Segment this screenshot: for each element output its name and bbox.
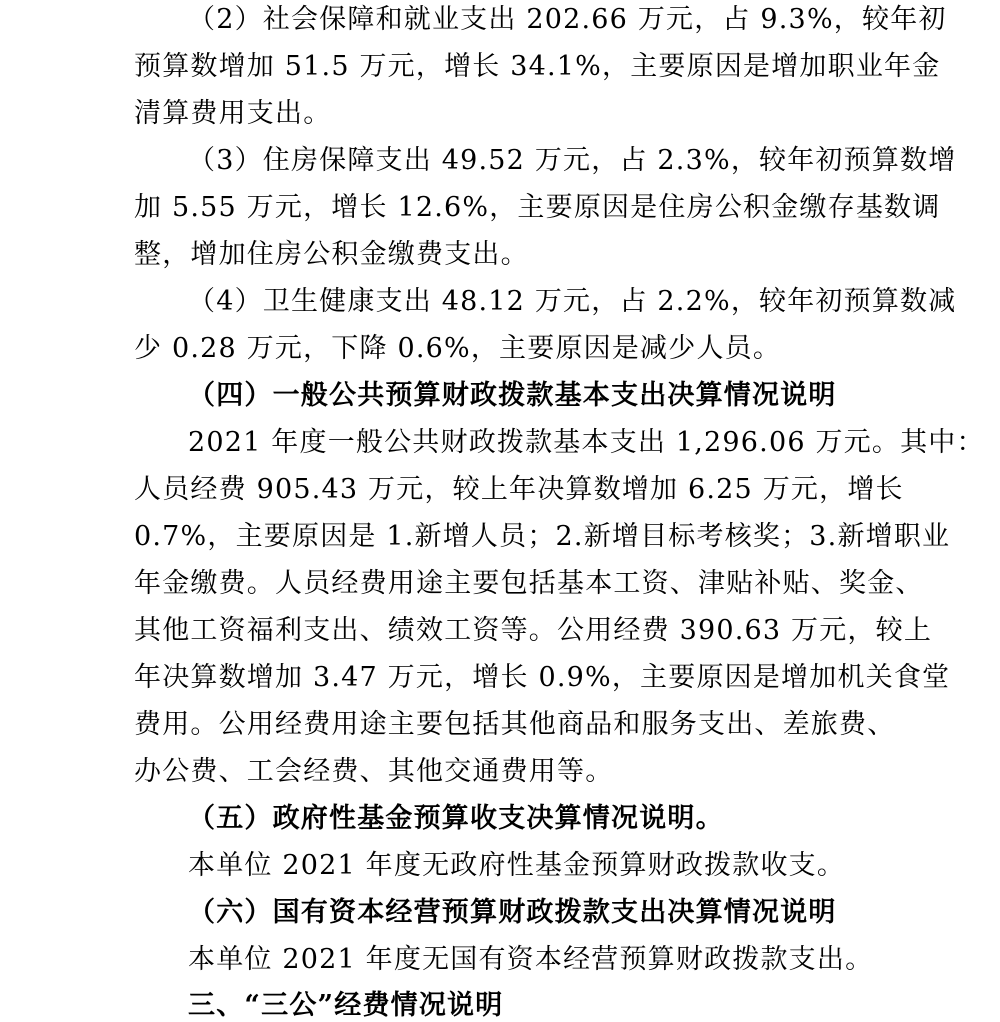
section-heading-5: （五）政府性基金预算收支决算情况说明。 — [188, 803, 724, 834]
paragraph-social-security-line-2: 预算数增加 51.5 万元，增长 34.1%，主要原因是增加职业年金 — [134, 51, 941, 82]
paragraph-basic-expenditure-line-1: 2021 年度一般公共财政拨款基本支出 1,296.06 万元。其中： — [188, 427, 985, 458]
paragraph-basic-expenditure-line-7: 费用。公用经费用途主要包括其他商品和服务支出、差旅费、 — [134, 709, 896, 740]
section-heading-6: （六）国有资本经营预算财政拨款支出决算情况说明 — [188, 897, 837, 928]
paragraph-government-fund: 本单位 2021 年度无政府性基金预算财政拨款收支。 — [188, 850, 846, 881]
paragraph-basic-expenditure-line-8: 办公费、工会经费、其他交通费用等。 — [134, 756, 614, 787]
paragraph-social-security-line-1: （2）社会保障和就业支出 202.66 万元，占 9.3%，较年初 — [188, 4, 947, 35]
chapter-heading-3: 三、“三公”经费情况说明 — [188, 990, 504, 1021]
paragraph-basic-expenditure-line-2: 人员经费 905.43 万元，较上年决算数增加 6.25 万元，增长 — [134, 474, 904, 505]
paragraph-basic-expenditure-line-6: 年决算数增加 3.47 万元，增长 0.9%，主要原因是增加机关食堂 — [134, 662, 951, 693]
paragraph-basic-expenditure-line-3: 0.7%，主要原因是 1.新增人员；2.新增目标考核奖；3.新增职业 — [134, 521, 951, 552]
paragraph-housing-line-3: 整，增加住房公积金缴费支出。 — [134, 239, 529, 270]
paragraph-state-capital: 本单位 2021 年度无国有资本经营预算财政拨款支出。 — [188, 944, 874, 975]
paragraph-basic-expenditure-line-5: 其他工资福利支出、绩效工资等。公用经费 390.63 万元，较上 — [134, 615, 933, 646]
paragraph-health-line-2: 少 0.28 万元，下降 0.6%，主要原因是减少人员。 — [134, 333, 782, 364]
paragraph-housing-line-2: 加 5.55 万元，增长 12.6%，主要原因是住房公积金缴存基数调 — [134, 192, 941, 223]
paragraph-health-line-1: （4）卫生健康支出 48.12 万元，占 2.2%，较年初预算数减 — [188, 286, 957, 317]
paragraph-social-security-line-3: 清算费用支出。 — [134, 98, 332, 129]
section-heading-4: （四）一般公共预算财政拨款基本支出决算情况说明 — [188, 380, 837, 411]
paragraph-housing-line-1: （3）住房保障支出 49.52 万元，占 2.3%，较年初预算数增 — [188, 145, 957, 176]
paragraph-basic-expenditure-line-4: 年金缴费。人员经费用途主要包括基本工资、津贴补贴、奖金、 — [134, 568, 924, 599]
